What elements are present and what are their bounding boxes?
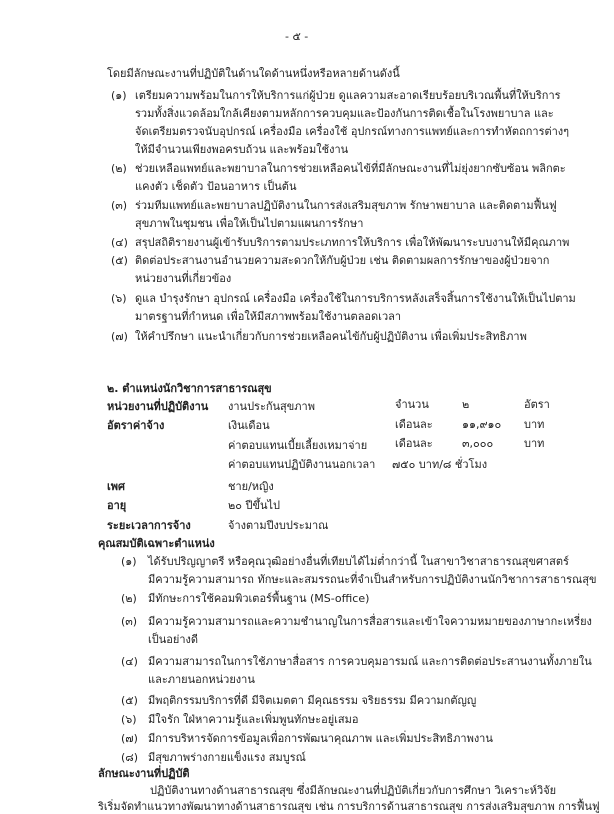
- qualification-line: และภายนอกหน่วยงาน: [148, 673, 255, 686]
- duty-line: รวมทั้งสิ่งแวดล้อมใกล้เคียงตามหลักการควบคุมและป้องกันการติดเชื้อในโรงพยาบาล และ: [135, 107, 554, 120]
- qualification-line: มีสุขภาพร่างกายแข็งแรง สมบูรณ์: [148, 751, 306, 764]
- qualification-number: (๖): [121, 713, 137, 726]
- sex-value: ชาย/หญิง: [228, 480, 274, 493]
- qualifications-heading: คุณสมบัติเฉพาะตำแหน่ง: [98, 537, 215, 550]
- pay-period: เดือนละ: [395, 418, 433, 431]
- pay-period: เดือนละ: [395, 437, 433, 450]
- period-value: จ้างตามปีงบประมาณ: [228, 519, 329, 532]
- sex-label: เพศ: [107, 480, 125, 493]
- qualification-number: (๕): [121, 694, 138, 707]
- duty-line: หน่วยงานที่เกี่ยวข้อง: [135, 272, 232, 285]
- pay-label: อัตราค่าจ้าง: [107, 419, 165, 432]
- qualification-line: ได้รับปริญญาตรี หรือคุณวุฒิอย่างอื่นที่เทียบได้ไม่ต่ำกว่านี้ ในสาขาวิชาสาธารณสุขศาสตร์: [148, 555, 569, 568]
- duty-line: ช่วยเหลือแพทย์และพยาบาลในการช่วยเหลือคนไข้ที่มีลักษณะงานที่ไม่ยุ่งยากซับซ้อน พลิกตะ: [135, 162, 566, 175]
- duty-line: ดูแล บำรุงรักษา อุปกรณ์ เครื่องมือ เครื่องใช้ในการบริการหลังเสร็จสิ้นการใช้งานให้เป็นไปตาม: [135, 292, 576, 305]
- nature-line: ริเริ่มจัดทำแนวทางพัฒนาทางด้านสาธารณสุข เช่น การบริการด้านสาธารณสุข การส่งเสริมสุขภาพ การฟื้นฟู: [98, 800, 600, 813]
- pay-item: ค่าตอบแทนปฏิบัติงานนอกเวลา: [228, 458, 376, 471]
- qualification-number: (๓): [121, 615, 138, 628]
- duty-line: สุขภาพในชุมชน เพื่อให้เป็นไปตามแผนการรักษา: [135, 217, 364, 230]
- qualification-number: (๘): [121, 751, 139, 764]
- duty-line: สรุปสถิติรายงานผู้เข้ารับบริการตามประเภทการให้บริการ เพื่อให้พัฒนาระบบงานให้มีคุณภาพ: [135, 236, 570, 249]
- duty-line: แคงตัว เช็ดตัว ป้อนอาหาร เป็นต้น: [135, 180, 297, 193]
- qualification-number: (๒): [121, 592, 137, 605]
- qualification-line: มีการบริหารจัดการข้อมูลเพื่อการพัฒนาคุณภาพ และเพิ่มประสิทธิภาพงาน: [148, 732, 493, 745]
- pay-item: ค่าตอบแทนเบี้ยเลี้ยงเหมาจ่าย: [228, 439, 368, 452]
- qualification-number: (๔): [121, 655, 138, 668]
- quantity-unit: อัตรา: [524, 398, 550, 411]
- pay-unit: บาท: [524, 437, 545, 450]
- qualification-line: มีความสามารถในการใช้ภาษาสื่อสาร การควบคุมอารมณ์ และการติดต่อประสานงานทั้งภายใน: [148, 655, 592, 668]
- duty-line: มาตรฐานที่กำหนด เพื่อให้มีสภาพพร้อมใช้งานตลอดเวลา: [135, 310, 402, 323]
- duty-line: ให้มีจำนวนเพียงพอครบถ้วน และพร้อมใช้งาน: [135, 143, 349, 156]
- duty-number: (๖): [111, 292, 127, 305]
- qualification-number: (๗): [121, 732, 138, 745]
- duty-number: (๓): [111, 199, 128, 212]
- duty-number: (๕): [111, 254, 128, 267]
- quantity-value: ๒: [462, 398, 470, 411]
- pay-item: เงินเดือน: [228, 419, 270, 432]
- intro-text: โดยมีลักษณะงานที่ปฏิบัติในด้านใดด้านหนึ่งหรือหลายด้านดังนี้: [107, 67, 400, 80]
- qualification-number: (๑): [121, 555, 137, 568]
- pay-amount: ๑๑,๙๑๐: [462, 418, 502, 431]
- duty-number: (๔): [111, 236, 128, 249]
- duty-number: (๑): [111, 89, 127, 102]
- duty-line: จัดเตรียมตรวจนับอุปกรณ์ เครื่องมือ เครื่องใช้ อุปกรณ์ทางการแพทย์และการทำหัตถการต่างๆ: [135, 125, 570, 138]
- quantity-label: จำนวน: [395, 398, 429, 411]
- qualification-line: มีพฤติกรรมบริการที่ดี มีจิตเมตตา มีคุณธรรม จริยธรรม มีความกตัญญู: [148, 694, 477, 707]
- qualification-line: เป็นอย่างดี: [148, 633, 199, 646]
- page-number: - ๕ -: [285, 30, 309, 43]
- pay-amount: ๗๕๐ บาท/๘ ชั่วโมง: [392, 458, 488, 471]
- nature-line: ปฏิบัติงานทางด้านสาธารณสุข ซึ่งมีลักษณะงานที่ปฏิบัติเกี่ยวกับการศึกษา วิเคราะห์วิจัย: [150, 784, 557, 797]
- duty-line: เตรียมความพร้อมในการให้บริการแก่ผู้ป่วย ดูแลความสะอาดเรียบร้อยบริเวณพื้นที่ให้บริการ: [135, 89, 561, 102]
- duty-line: ร่วมทีมแพทย์และพยาบาลปฏิบัติงานในการส่งเสริมสุขภาพ รักษาพยาบาล และติดตามฟื้นฟู: [135, 199, 557, 212]
- qualification-line: มีความรู้ความสามารถและความชำนาญในการสื่อสารและเข้าใจความหมายของภาษากะเหรี่ยง: [148, 615, 592, 628]
- pay-amount: ๓,๐๐๐: [462, 437, 494, 450]
- qualification-line: มีทักษะการใช้คอมพิวเตอร์พื้นฐาน (MS-office): [148, 592, 370, 605]
- position-heading: ๒. ตำแหน่งนักวิชาการสาธารณสุข: [107, 382, 272, 395]
- period-label: ระยะเวลาการจ้าง: [107, 519, 191, 532]
- duty-number: (๗): [111, 330, 128, 343]
- unit-value: งานประกันสุขภาพ: [228, 400, 315, 413]
- unit-label: หน่วยงานที่ปฏิบัติงาน: [107, 400, 209, 413]
- duty-line: ให้คำปรึกษา แนะนำเกี่ยวกับการช่วยเหลือคนไข้กับผู้ปฏิบัติงาน เพื่อเพิ่มประสิทธิภาพ: [135, 330, 527, 343]
- age-label: อายุ: [107, 499, 127, 512]
- age-value: ๒๐ ปีขึ้นไป: [228, 499, 280, 512]
- duty-number: (๒): [111, 162, 127, 175]
- pay-unit: บาท: [524, 418, 545, 431]
- nature-heading: ลักษณะงานที่ปฏิบัติ: [98, 767, 190, 780]
- qualification-line: มีความรู้ความสามารถ ทักษะและสมรรถนะที่จำเป็นสำหรับการปฏิบัติงานนักวิชาการสาธารณสุข: [148, 573, 597, 586]
- qualification-line: มีใจรัก ใฝ่หาความรู้และเพิ่มพูนทักษะอยู่เสมอ: [148, 713, 359, 726]
- duty-line: ติดต่อประสานงานอำนวยความสะดวกให้กับผู้ป่วย เช่น ติดตามผลการรักษาของผู้ป่วยจาก: [135, 254, 550, 267]
